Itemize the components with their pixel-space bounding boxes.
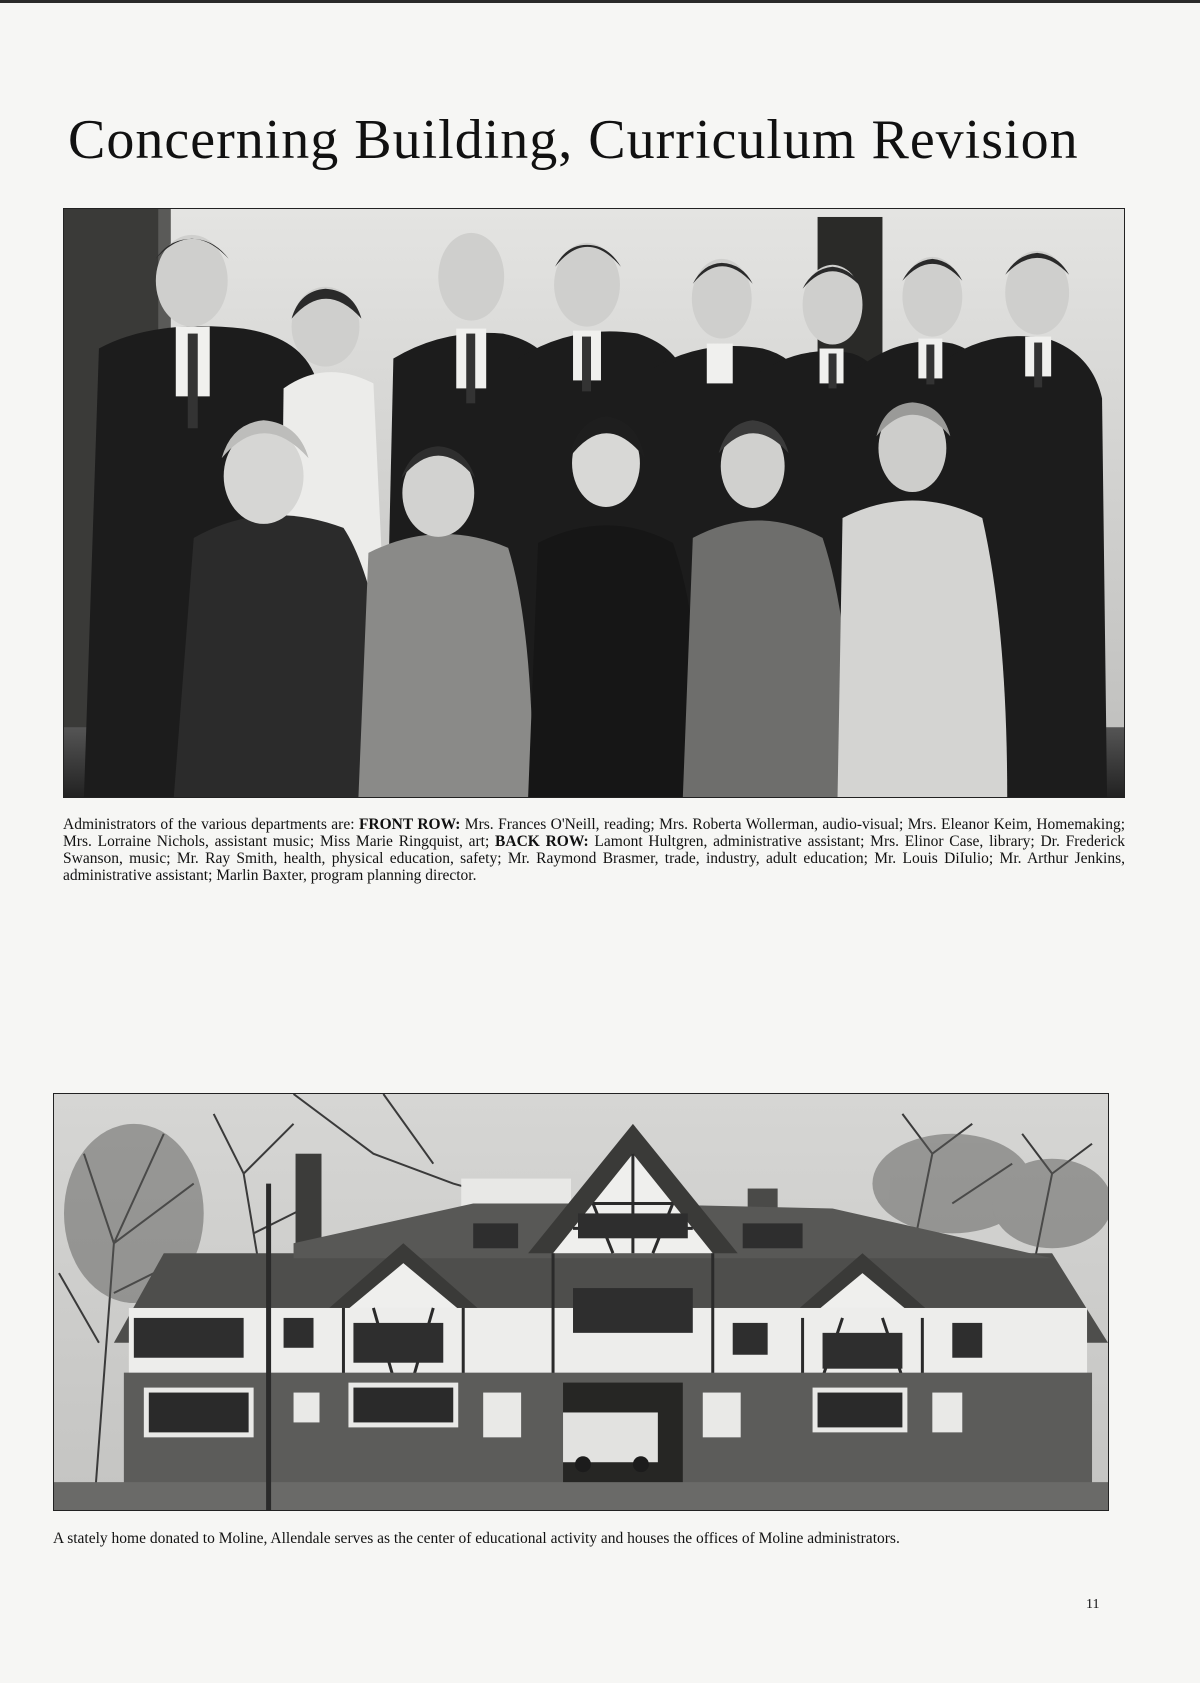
building-photo-image bbox=[54, 1094, 1108, 1510]
caption-intro: Administrators of the various departments are: bbox=[63, 816, 359, 833]
group-photo-caption bbox=[63, 816, 1125, 884]
top-edge-rule bbox=[0, 0, 1200, 3]
allendale-building-photo bbox=[53, 1093, 1109, 1511]
back-row-names: Lamont Hultgren, administrative assistant; Mrs. Elinor Case, library; Dr. Frederick Swanson, music; Mr. Ray Smith, health, physical education, safety; Mr. Raymond Brasmer, trade, industry, adult education; Mr. Louis DiIulio; Mr. Arthur Jenkins, administrative assistant; Marlin Baxter, program planning director. bbox=[63, 833, 1125, 884]
administrators-group-photo bbox=[63, 208, 1125, 798]
front-row-names: Mrs. Frances O'Neill, reading; Mrs. Roberta Wollerman, audio-visual; Mrs. Eleanor Keim, Homemaking; Mrs. Lorraine Nichols, assistant music; Miss Marie Ringquist, art; bbox=[63, 816, 1125, 850]
back-row-label: BACK ROW: bbox=[495, 833, 589, 850]
building-photo-caption: A stately home donated to Moline, Allendale serves as the center of educational activity and houses the offices of Moline administrators. bbox=[53, 1530, 900, 1547]
group-photo-image bbox=[64, 209, 1124, 797]
page-number: 11 bbox=[1086, 1597, 1100, 1612]
page-title: Concerning Building, Curriculum Revision bbox=[68, 109, 1079, 171]
front-row-label: FRONT ROW: bbox=[358, 816, 461, 833]
